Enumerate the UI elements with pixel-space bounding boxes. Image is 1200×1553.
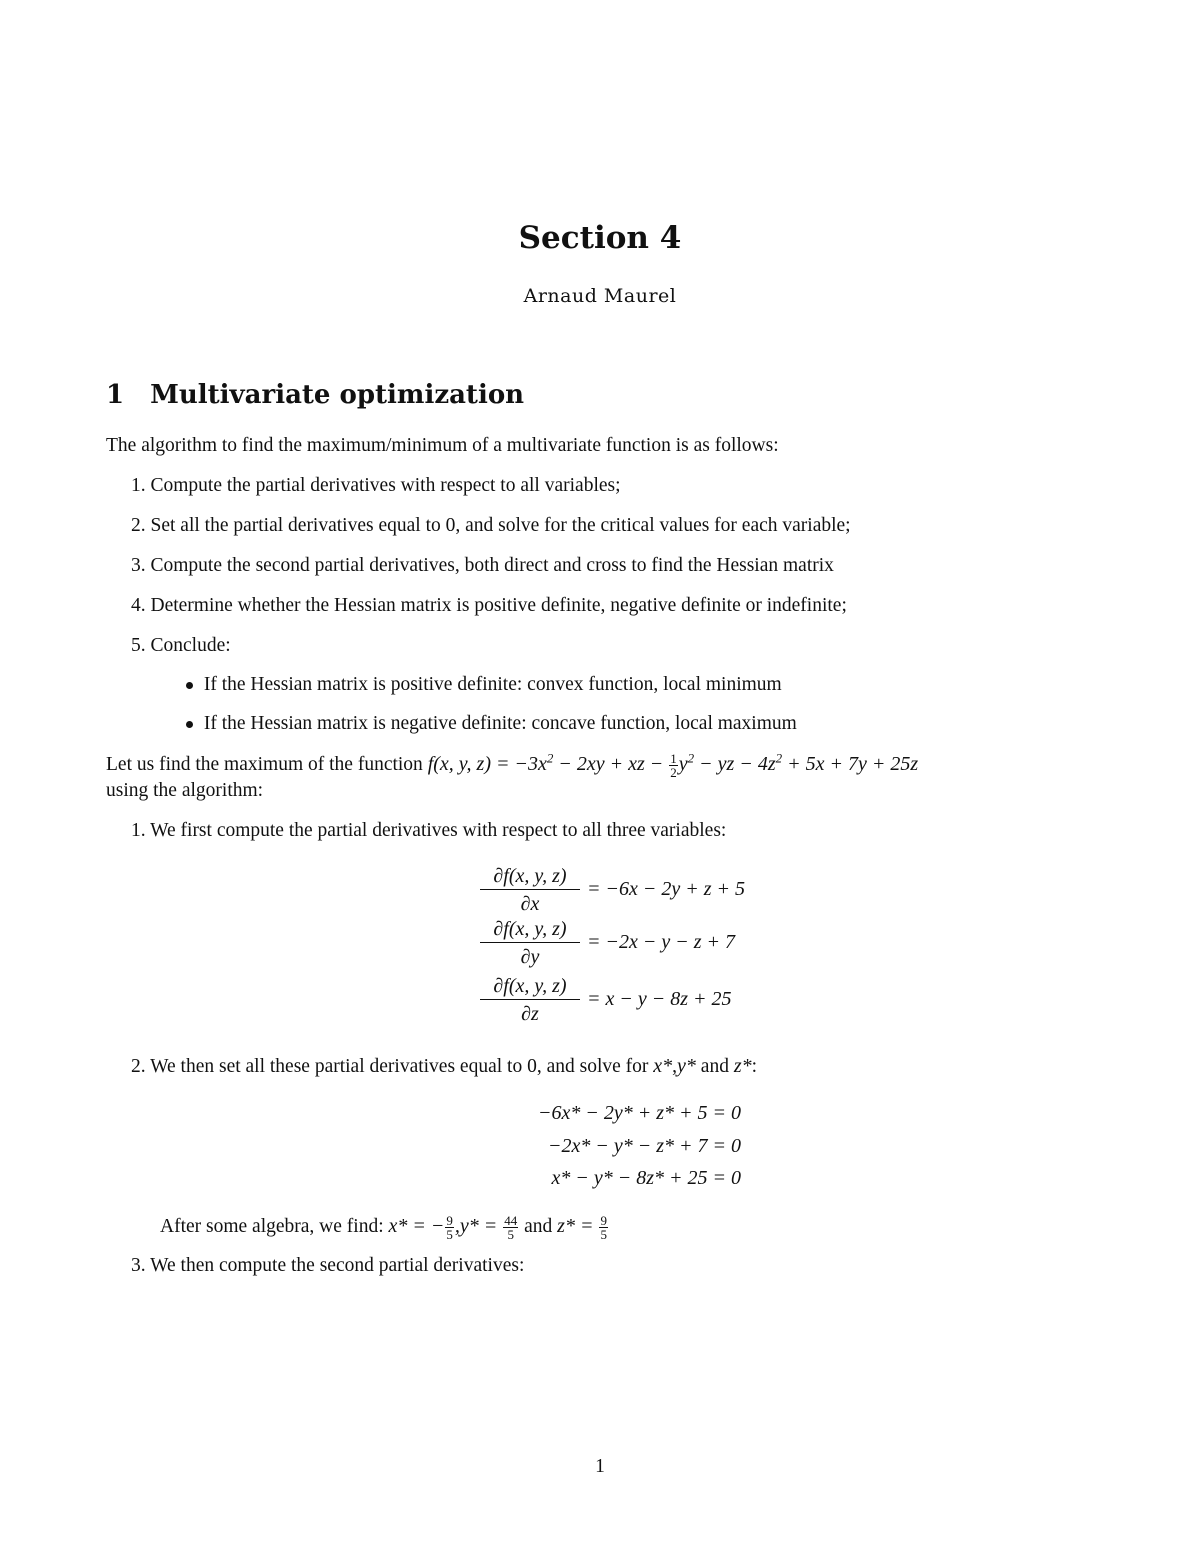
- section-heading: [106, 380, 524, 410]
- list-item: 1. We first compute the partial derivatives with respect to all three variables:: [131, 820, 727, 841]
- section-number: 1: [106, 380, 125, 410]
- partial-derivative-rhs: = −6x − 2y + z + 5: [587, 878, 746, 900]
- partial-derivative-rhs: = x − y − 8z + 25: [587, 988, 732, 1010]
- system-equation: x* − y* − 8z* + 25 = 0: [551, 1167, 741, 1189]
- example-function-tail: using the algorithm:: [106, 780, 264, 801]
- list-item: 4. Determine whether the Hessian matrix is positive definite, negative definite or indefinite;: [131, 595, 847, 616]
- example-function-line: Let us find the maximum of the function f(x, y, $z) = -3x^2 - 2xy$ + xz − $\frac{1}{2}$ $y^2$ − yz − $4z^2 + 5x + 7y + 25z$: [106, 750, 919, 780]
- partial-derivative-rhs: = −2x − y − z + 7: [587, 931, 736, 953]
- partial-derivative-fraction: $\frac{\partial f(x, y, z)}{\partial y}$: [480, 916, 580, 969]
- page-number: 1: [595, 1456, 605, 1477]
- bullet-item: If the Hessian matrix is positive definite: convex function, local minimum: [186, 674, 782, 696]
- system-equation: −6x* − 2y* + z* + 5 = 0: [537, 1102, 741, 1124]
- list-item: 5. Conclude:: [131, 635, 231, 656]
- list-item: 3. Compute the second partial derivatives, both direct and cross to find the Hessian matrix: [131, 555, 834, 576]
- bullet-icon: [186, 682, 193, 689]
- list-item: 2. We then set all these partial derivatives equal to 0, and solve for x*,y* and z*:: [131, 1055, 758, 1077]
- document-title: Section 4: [518, 220, 682, 256]
- function-expression: f(x, y, $z) = -3x^2 - 2xy$ + xz − $\frac{1}{2}$ $y^2$ − yz − $4z^2 + 5x + 7y + 25z$: [427, 750, 919, 780]
- bullet-icon: [186, 721, 193, 728]
- list-item: 1. Compute the partial derivatives with respect to all variables;: [131, 475, 621, 496]
- system-equation: −2x* − y* − z* + 7 = 0: [547, 1135, 741, 1157]
- author-name: Arnaud Maurel: [523, 285, 677, 307]
- partial-derivative-fraction: $\frac{\partial f(x, y, z)}{\partial x}$: [480, 863, 580, 916]
- partial-derivative-fraction: $\frac{\partial f(x, y, z)}{\partial z}$: [480, 973, 580, 1026]
- list-item: 2. Set all the partial derivatives equal to 0, and solve for the critical values for each variable;: [131, 515, 851, 536]
- solution-line: After some algebra, we find: x* = − $\frac{9}{5}$ ,y* = $\frac{44}{5}$ and z* = $\frac{9}{5}$: [160, 1213, 607, 1242]
- section-title: Multivariate optimization: [150, 380, 525, 410]
- list-item: 3. We then compute the second partial derivatives:: [131, 1255, 525, 1276]
- bullet-item: If the Hessian matrix is negative definite: concave function, local maximum: [186, 713, 797, 735]
- intro-paragraph: The algorithm to find the maximum/minimum of a multivariate function is as follows:: [106, 435, 779, 456]
